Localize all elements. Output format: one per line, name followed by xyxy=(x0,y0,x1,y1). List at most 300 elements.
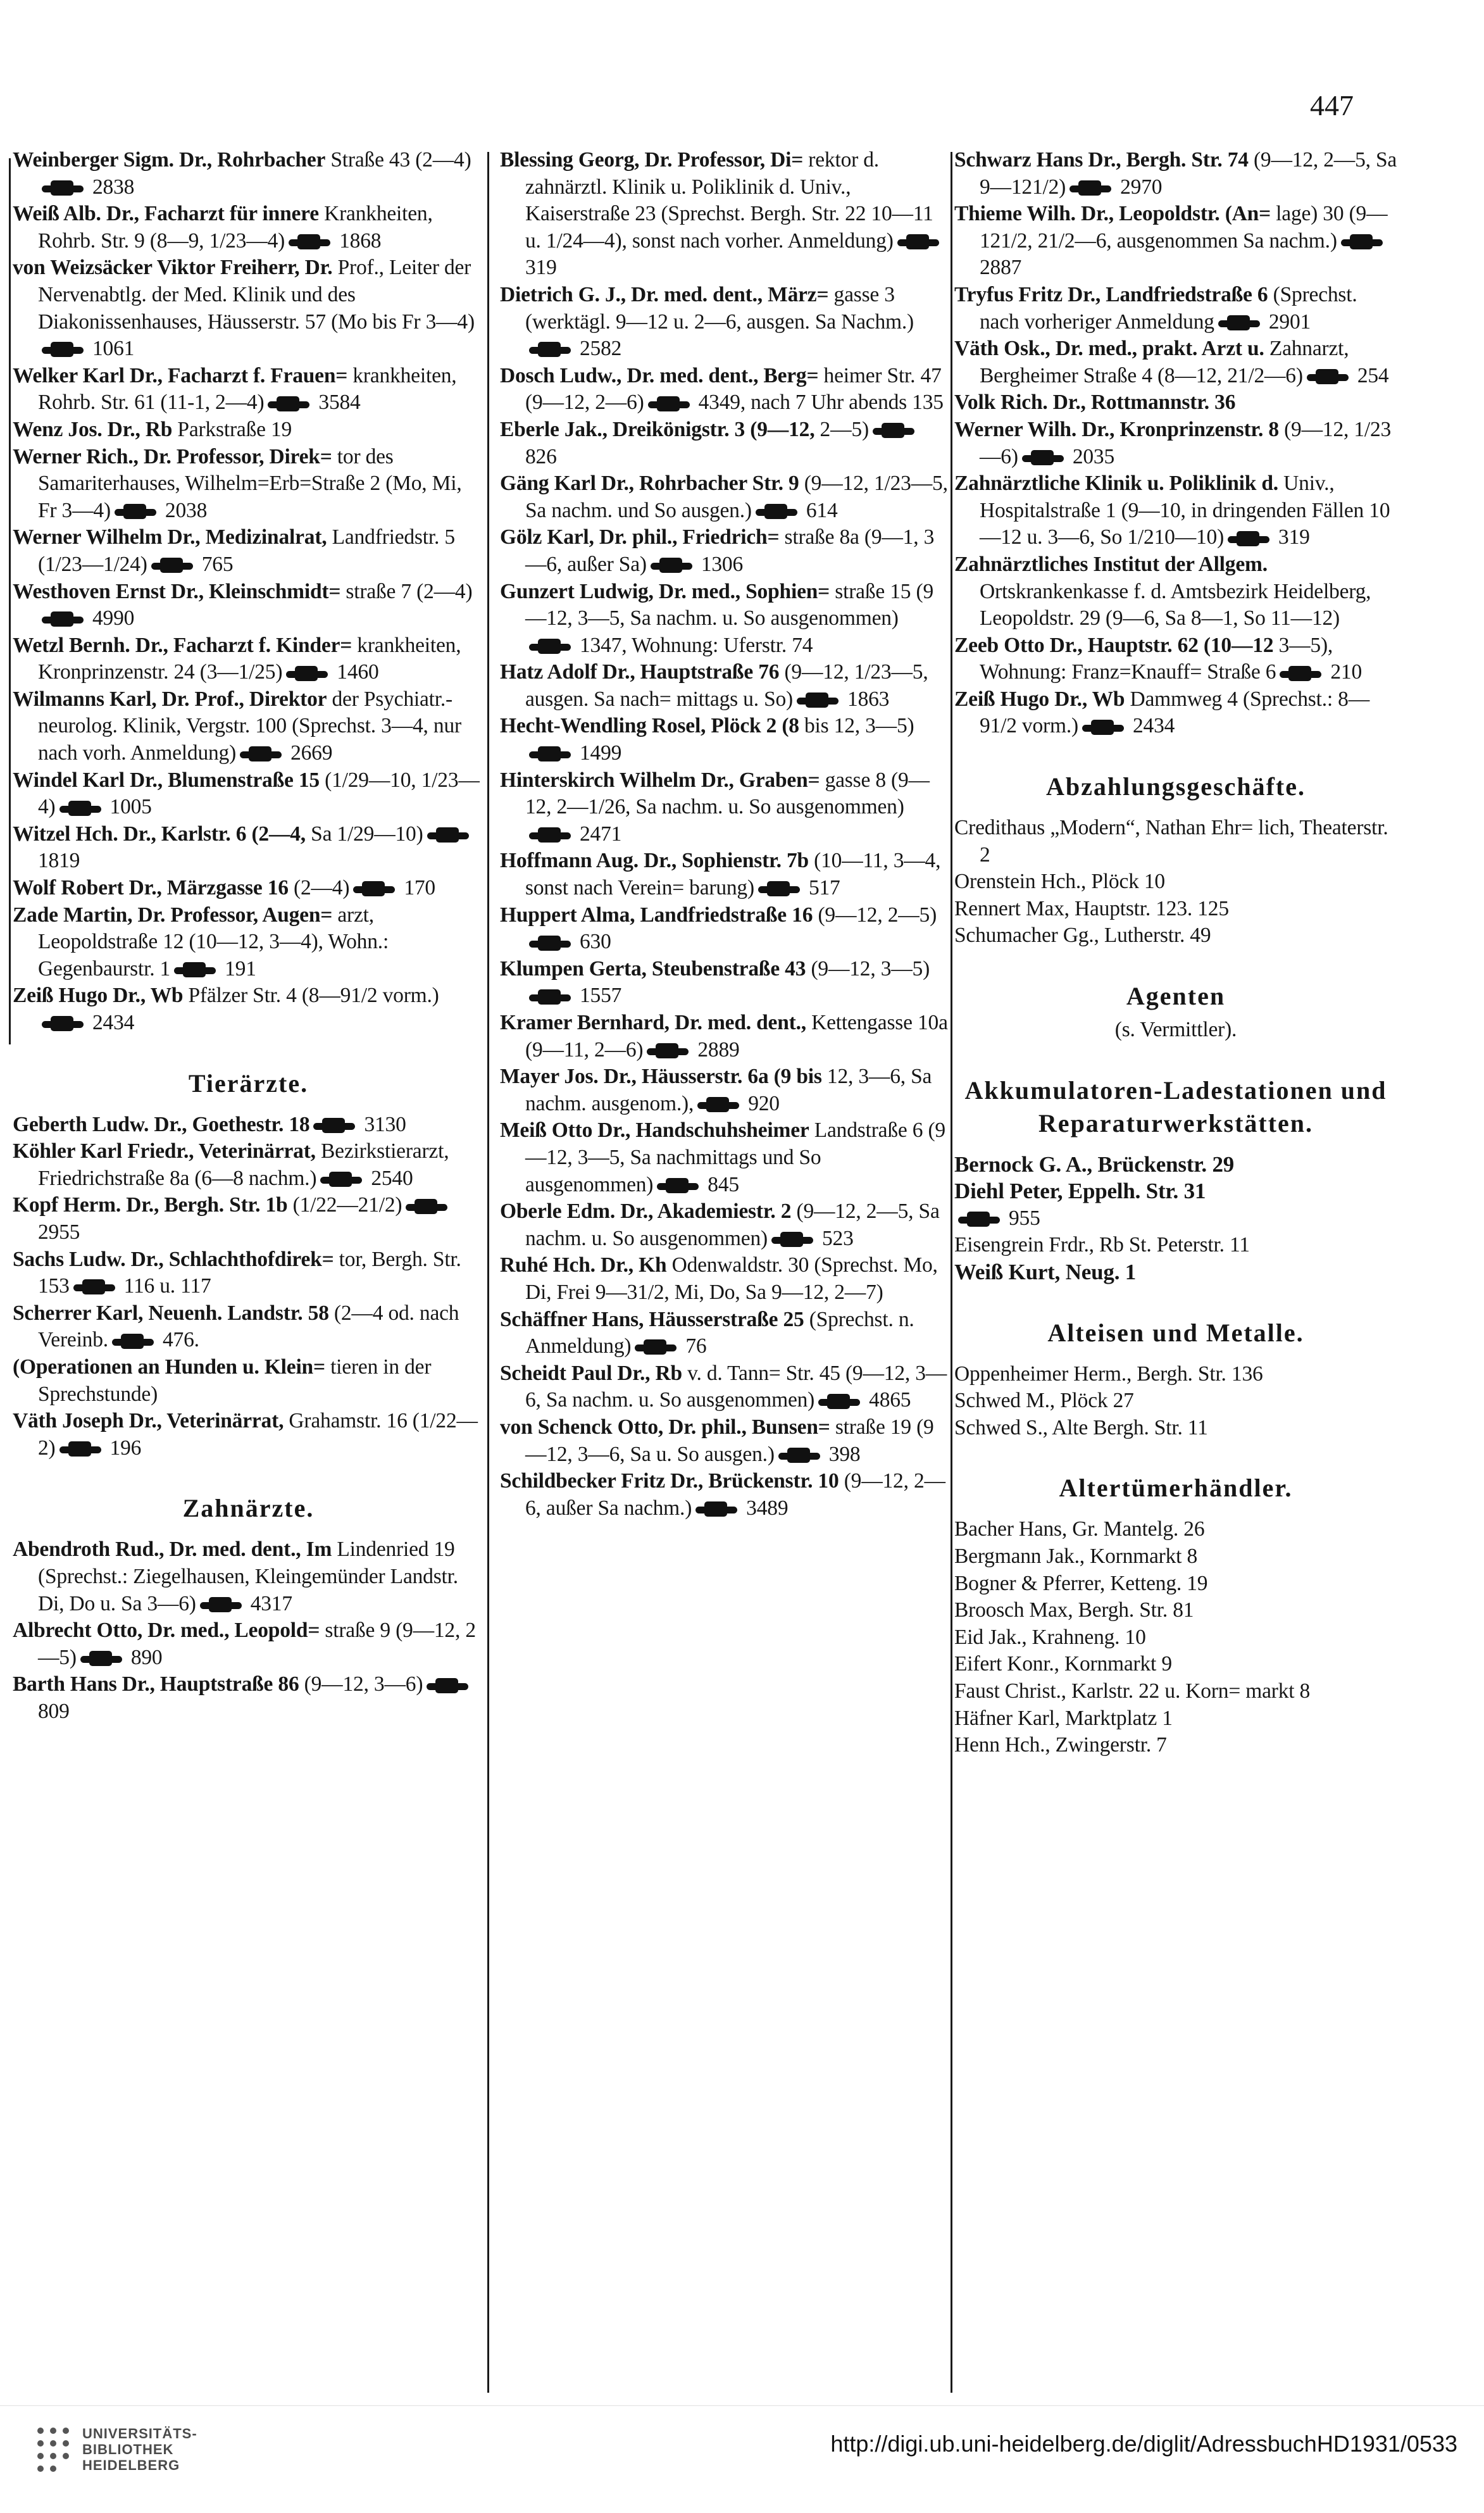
telephone-icon xyxy=(151,559,198,573)
entry-name: Westhoven Ernst Dr., Kleinschmidt= xyxy=(13,579,341,603)
telephone-icon xyxy=(651,559,697,573)
entry-details: Prof., Leiter der Nervenabtlg. der Med. Klinik und des Diakonissenhauses, Häusserstr. 57 (Mo bis Fr 3—4) xyxy=(38,256,475,334)
telephone-icon xyxy=(313,1119,360,1133)
heading-antique-dealers: Altertümerhändler. xyxy=(1059,1474,1293,1503)
entry-details: (2—4 od. nach Vereinb. xyxy=(38,1301,459,1352)
list-entry xyxy=(13,1300,484,1354)
telephone-icon xyxy=(529,937,576,951)
logo-line: UNIVERSITÄTS- xyxy=(82,2426,197,2441)
telephone-number: 630 xyxy=(580,930,611,954)
list-item xyxy=(954,1205,1397,1232)
list-entry xyxy=(500,659,949,713)
entry-details: lage) 30 (9—121/2, 21/2—6, ausgenommen Sa nachm.) xyxy=(980,202,1388,253)
entry-name: Weiß Alb. Dr., Facharzt für innere xyxy=(13,202,319,226)
entry-details: (9—12, 1/23—5, Sa nachm. und So ausgen.) xyxy=(525,472,948,522)
telephone-icon xyxy=(648,398,695,411)
entry-name: Hecht-Wendling Rosel, Plöck 2 (8 xyxy=(500,714,799,738)
telephone-number: 517 xyxy=(808,876,840,900)
list-item: Broosch Max, Bergh. Str. 81 xyxy=(954,1598,1194,1622)
entry-name: Huppert Alma, Landfriedstraße 16 xyxy=(500,903,813,927)
list-entry xyxy=(500,713,949,767)
antique-dealer-list xyxy=(954,1516,1397,1758)
entry-name: Gäng Karl Dr., Rohrbacher Str. 9 xyxy=(500,472,799,496)
entry-name: Gunzert Ludwig, Dr. med., Sophien= xyxy=(500,579,830,603)
library-logo-text xyxy=(82,2426,197,2473)
entry-details: (2—4) xyxy=(288,876,350,900)
telephone-number: 2434 xyxy=(92,1011,135,1034)
list-entry xyxy=(500,363,949,417)
telephone-icon xyxy=(818,1395,865,1409)
entry-details: (Sprechst. nach vorheriger Anmeldung xyxy=(980,282,1357,334)
dentist-list-middle xyxy=(500,147,949,1522)
telephone-number: 116 u. 117 xyxy=(123,1274,211,1298)
telephone-number: 2471 xyxy=(580,822,622,846)
entry-details: straße 19 (9—12, 3—6, Sa u. So ausgen.) xyxy=(525,1415,934,1466)
list-entry xyxy=(954,470,1397,551)
entry-details: Lindenried 19 (Sprechst.: Ziegelhausen, Kleingemünder Landstr. Di, Do u. Sa 3—6) xyxy=(38,1538,458,1615)
logo-line: HEIDELBERG xyxy=(82,2457,180,2473)
entry-details: krankheiten, Rohrb. Str. 61 (11-1, 2—4) xyxy=(38,363,457,415)
battery-station-list xyxy=(954,1151,1397,1286)
telephone-number: 826 xyxy=(525,444,557,468)
list-entry xyxy=(13,1354,484,1408)
entry-details: arzt, Leopoldstraße 12 (10—12, 3—4), Wohn.: Gegenbaurstr. 1 xyxy=(38,903,389,981)
list-item: Rennert Max, Hauptstr. 123. 125 xyxy=(954,896,1229,920)
telephone-icon xyxy=(80,1652,127,1666)
entry-name: Kopf Herm. Dr., Bergh. Str. 1b xyxy=(13,1193,288,1217)
list-entry xyxy=(13,821,484,875)
entry-name: (Operationen an Hunden u. Klein= xyxy=(13,1355,325,1379)
page-number: 447 xyxy=(1310,89,1354,122)
entry-name: Schwarz Hans Dr., Bergh. Str. 74 xyxy=(954,148,1249,172)
telephone-number: 3489 xyxy=(746,1496,789,1520)
entry-name: Wetzl Bernh. Dr., Facharzt f. Kinder= xyxy=(13,633,352,657)
telephone-number: 765 xyxy=(201,552,234,576)
entry-details: (10—11, 3—4, sonst nach Verein= barung) xyxy=(525,849,941,900)
entry-details: heimer Str. 47 (9—12, 2—6) xyxy=(525,363,942,415)
heading-battery-stations: Akkumulatoren-Ladestationen und Reparaturwerkstätten. xyxy=(964,1075,1387,1137)
list-entry xyxy=(500,417,949,470)
entry-name: Thieme Wilh. Dr., Leopoldstr. (An= xyxy=(954,202,1271,226)
source-url-link[interactable]: http://digi.ub.uni-heidelberg.de/diglit/AdressbuchHD1931/0533 xyxy=(830,2431,1457,2457)
list-entry xyxy=(500,902,949,956)
list-item: Eisengrein Frdr., Rb St. Peterstr. 11 xyxy=(954,1233,1250,1257)
telephone-icon xyxy=(695,1503,742,1517)
entry-details: (1/29—10, 1/23—4) xyxy=(38,768,480,819)
list-entry xyxy=(954,282,1397,335)
entry-name: Zeiß Hugo Dr., Wb xyxy=(954,687,1125,711)
entry-details: straße 7 (2—4) xyxy=(340,579,473,603)
telephone-icon xyxy=(778,1449,825,1463)
telephone-number: 1306 xyxy=(701,552,744,576)
telephone-icon xyxy=(657,1179,704,1193)
entry-name: Welker Karl Dr., Facharzt f. Frauen= xyxy=(13,363,348,387)
telephone-number: 3130 xyxy=(364,1112,406,1136)
telephone-icon xyxy=(1341,235,1388,249)
telephone-number: 2889 xyxy=(697,1037,740,1062)
list-item: Häfner Karl, Marktplatz 1 xyxy=(954,1706,1173,1730)
telephone-icon xyxy=(1228,532,1275,546)
telephone-number: 1819 xyxy=(38,849,80,873)
entry-name: Köhler Karl Friedr., Veterinärrat, xyxy=(13,1139,316,1163)
list-item: Schwed M., Plöck 27 xyxy=(954,1389,1134,1413)
telephone-number: 196 xyxy=(109,1436,142,1460)
list-entry xyxy=(500,470,949,524)
entry-details: (9—12, 3—5) xyxy=(806,956,930,981)
list-entry xyxy=(500,282,949,363)
telephone-icon xyxy=(42,613,89,627)
entry-name: Zeiß Hugo Dr., Wb xyxy=(13,984,184,1008)
list-item: Schumacher Gg., Lutherstr. 49 xyxy=(954,924,1211,948)
telephone-number: 2838 xyxy=(92,175,135,199)
list-entry xyxy=(13,1408,484,1462)
heading-dentists: Zahnärzte. xyxy=(182,1494,315,1523)
telephone-icon xyxy=(427,829,474,843)
telephone-icon xyxy=(406,1200,452,1214)
entry-name: Witzel Hch. Dr., Karlstr. 6 (2—4, xyxy=(13,822,306,846)
telephone-number: 523 xyxy=(821,1226,854,1250)
telephone-number: 1868 xyxy=(339,229,382,253)
telephone-number: 2038 xyxy=(165,498,208,522)
list-entry xyxy=(954,389,1397,417)
telephone-icon xyxy=(529,748,576,761)
telephone-icon xyxy=(268,398,315,411)
list-entry xyxy=(13,201,484,254)
telephone-icon xyxy=(174,963,221,977)
entry-details: Odenwaldstr. 30 (Sprechst. Mo, Di, Frei 9—31/2, Mi, Do, Sa 9—12, 2—7) xyxy=(525,1253,938,1304)
scrap-metal-list xyxy=(954,1361,1397,1442)
telephone-icon xyxy=(320,1173,367,1187)
list-entry xyxy=(500,579,949,660)
entry-details: Univ., Hospitalstraße 1 (9—10, in dringenden Fällen 10—12 u. 3—6, So 1/210—10) xyxy=(980,472,1390,549)
entry-name: Dietrich G. J., Dr. med. dent., März= xyxy=(500,282,829,306)
list-entry xyxy=(500,956,949,1010)
telephone-number: 476. xyxy=(162,1328,199,1352)
telephone-icon xyxy=(697,1098,744,1112)
telephone-icon xyxy=(289,235,335,249)
list-entry xyxy=(500,1414,949,1468)
list-entry xyxy=(954,686,1397,740)
list-entry xyxy=(13,982,484,1036)
entry-details: Zahnarzt, Bergheimer Straße 4 (8—12, 21/2—6) xyxy=(980,337,1349,387)
entry-name: Gölz Karl, Dr. phil., Friedrich= xyxy=(500,525,780,549)
telephone-number: 4317 xyxy=(250,1591,292,1615)
heading-agents: Agenten xyxy=(1126,982,1226,1011)
entry-details: Grahamstr. 16 (1/22—2) xyxy=(38,1409,478,1460)
list-entry xyxy=(500,1252,949,1306)
list-item xyxy=(954,1178,1397,1205)
column-rule-1 xyxy=(487,152,489,2393)
agents-reference: (s. Vermittler). xyxy=(1114,1018,1237,1042)
telephone-number: 1863 xyxy=(847,687,890,711)
list-item: Credithaus „Modern“, Nathan Ehr= lich, Theaterstr. 2 xyxy=(954,816,1388,867)
entry-name: Wenz Jos. Dr., Rb xyxy=(13,417,173,441)
entry-name: Sachs Ludw. Dr., Schlachthofdirek= xyxy=(13,1247,334,1271)
footer xyxy=(0,2405,1484,2513)
telephone-icon xyxy=(529,991,576,1005)
entry-name: Meiß Otto Dr., Handschuhsheimer xyxy=(500,1119,809,1143)
list-entry xyxy=(13,632,484,686)
list-entry xyxy=(13,254,484,362)
list-item: Oppenheimer Herm., Bergh. Str. 136 xyxy=(954,1362,1263,1386)
entry-name: Weinberger Sigm. Dr., Rohrbacher xyxy=(13,148,326,172)
vet-list xyxy=(13,1112,484,1462)
entry-details: Parkstraße 19 xyxy=(172,417,292,441)
telephone-number: 1499 xyxy=(580,741,622,765)
entry-details: straße 8a (9—1, 3—6, außer Sa) xyxy=(525,525,935,576)
telephone-icon xyxy=(797,694,844,708)
telephone-number: 76 xyxy=(685,1334,707,1358)
entry-details: Landstraße 6 (9—12, 3—5, Sa nachmittags und So ausgenommen) xyxy=(525,1119,945,1196)
telephone-number: 4865 xyxy=(869,1388,911,1412)
entry-details: gasse 3 (werktägl. 9—12 u. 2—6, ausgen. Sa Nachm.) xyxy=(525,282,914,334)
telephone-icon xyxy=(286,667,333,681)
entry-name: Geberth Ludw. Dr., Goethestr. 18 xyxy=(13,1112,310,1136)
list-item: Orenstein Hch., Plöck 10 xyxy=(954,870,1165,894)
telephone-number: 2540 xyxy=(371,1166,413,1190)
list-entry xyxy=(500,1117,949,1198)
telephone-number: 614 xyxy=(806,498,838,522)
telephone-number: 210 xyxy=(1330,660,1362,684)
list-item: Bacher Hans, Gr. Mantelg. 26 xyxy=(954,1517,1205,1541)
telephone-icon xyxy=(529,343,576,357)
telephone-number: 2970 xyxy=(1120,175,1163,199)
telephone-icon xyxy=(1069,182,1116,196)
list-entry xyxy=(954,551,1397,632)
doctor-list-left xyxy=(13,147,484,1037)
list-entry xyxy=(500,524,949,578)
entry-name: Kramer Bernhard, Dr. med. dent., xyxy=(500,1011,806,1034)
dentist-list-right xyxy=(954,147,1397,740)
entry-name: Oberle Edm. Dr., Akademiestr. 2 xyxy=(500,1200,792,1224)
entry-name: Wilmanns Karl, Dr. Prof., Direktor xyxy=(13,687,327,711)
telephone-number: 920 xyxy=(748,1091,780,1115)
telephone-number: 1557 xyxy=(580,984,622,1008)
entry-name: Dosch Ludw., Dr. med. dent., Berg= xyxy=(500,363,819,387)
middle-column xyxy=(500,147,949,1522)
entry-details: (9—12, 1/23—6) xyxy=(980,417,1392,468)
telephone-icon xyxy=(756,505,802,519)
dentist-list-left xyxy=(13,1536,484,1725)
entry-name: Wolf Robert Dr., Märzgasse 16 xyxy=(13,876,289,900)
list-entry xyxy=(500,1307,949,1360)
telephone-number: 2434 xyxy=(1132,714,1175,738)
entry-name: von Weizsäcker Viktor Freiherr, Dr. xyxy=(13,256,333,280)
entry-details: bis 12, 3—5) xyxy=(799,714,914,738)
entry-name: Zahnärztliche Klinik u. Poliklinik d. xyxy=(954,472,1278,496)
entry-name: Scheidt Paul Dr., Rb xyxy=(500,1361,682,1385)
entry-details: (9—12, 2—5, Sa 9—121/2) xyxy=(980,148,1397,199)
list-entry xyxy=(13,1112,484,1139)
telephone-icon xyxy=(758,882,805,896)
list-item: Weiß Kurt, Neug. 1 xyxy=(954,1260,1137,1284)
entry-details: 3—5), Wohnung: Franz=Knauff= Straße 6 xyxy=(980,633,1333,684)
list-entry xyxy=(500,1468,949,1522)
list-item: Eifert Konr., Kornmarkt 9 xyxy=(954,1652,1172,1676)
list-entry xyxy=(954,632,1397,686)
entry-details: straße 15 (9—12, 3—5, Sa nachm. u. So ausgenommen) xyxy=(525,579,933,630)
telephone-icon xyxy=(42,343,89,357)
entry-name: Schäffner Hans, Häusserstraße 25 xyxy=(500,1307,804,1331)
list-entry xyxy=(13,767,484,821)
telephone-number: 319 xyxy=(1278,525,1310,549)
entry-details: (9—12, 2—5, Sa nachm. u. So ausgenommen) xyxy=(525,1200,940,1250)
telephone-number: 2035 xyxy=(1072,444,1115,468)
entry-details: (9—12, 2—5) xyxy=(813,903,937,927)
entry-details: der Psychiatr.-neurolog. Klinik, Vergstr. 100 (Sprechst. 3—4, nur nach vorh. Anmeldung) xyxy=(38,687,461,765)
telephone-icon xyxy=(240,748,287,761)
entry-details: Dammweg 4 (Sprechst.: 8—91/2 vorm.) xyxy=(980,687,1370,738)
telephone-icon xyxy=(59,1443,106,1457)
telephone-number: 2582 xyxy=(580,337,622,361)
telephone-number: 170 xyxy=(404,876,435,900)
entry-details: (1/22—21/2) xyxy=(287,1193,402,1217)
list-item: Eid Jak., Krahneng. 10 xyxy=(954,1625,1146,1649)
library-logo-icon xyxy=(34,2424,72,2481)
entry-name: Mayer Jos. Dr., Häusserstr. 6a (9 bis xyxy=(500,1065,822,1089)
entry-details: rektor d. zahnärztl. Klinik u. Poliklinik d. Univ., Kaiserstraße 23 (Sprechst. Bergh. Str. 22 10—11 u. 1/24—4), sonst nach vorher. Anmeldung) xyxy=(525,148,933,253)
telephone-number: 4349, nach 7 Uhr abends 135 xyxy=(698,391,944,415)
list-item: Bernock G. A., Brückenstr. 29 xyxy=(954,1151,1235,1177)
entry-name: Hinterskirch Wilhelm Dr., Graben= xyxy=(500,768,820,792)
entry-details: v. d. Tann= Str. 45 (9—12, 3—6, Sa nachm. u. So ausgenommen) xyxy=(525,1361,947,1412)
entry-name: Windel Karl Dr., Blumenstraße 15 xyxy=(13,768,320,792)
entry-details: Ortskrankenkasse f. d. Amtsbezirk Heidelberg, Leopoldstr. 29 (9—6, Sa 8—1, So 11—12) xyxy=(980,579,1371,630)
telephone-icon xyxy=(1218,316,1265,330)
telephone-number: 1061 xyxy=(92,337,135,361)
list-entry xyxy=(954,417,1397,470)
telephone-icon xyxy=(1307,370,1354,384)
entry-details: Straße 43 (2—4) xyxy=(325,148,471,172)
telephone-icon xyxy=(1022,451,1069,465)
entry-details: (9—12, 1/23—5, ausgen. Sa nach= mittags u. So) xyxy=(525,660,928,711)
entry-details: Landfriedstr. 5 (1/23—1/24) xyxy=(38,525,455,576)
telephone-number: 398 xyxy=(828,1442,861,1466)
entry-details: (9—12, 2—6, außer Sa nachm.) xyxy=(525,1469,945,1520)
entry-name: Väth Osk., Dr. med., prakt. Arzt u. xyxy=(954,337,1264,361)
list-entry xyxy=(500,1010,949,1063)
entry-name: Abendroth Rud., Dr. med. dent., Im xyxy=(13,1538,332,1562)
telephone-icon xyxy=(73,1281,120,1294)
list-item: Schwed S., Alte Bergh. Str. 11 xyxy=(954,1415,1208,1439)
telephone-icon xyxy=(635,1341,682,1355)
entry-name: Zahnärztliches Institut der Allgem. xyxy=(954,552,1268,576)
entry-details: tieren in der Sprechstunde) xyxy=(38,1355,432,1406)
entry-name: Schildbecker Fritz Dr., Brückenstr. 10 xyxy=(500,1469,839,1493)
telephone-number: 319 xyxy=(525,256,557,280)
list-entry xyxy=(500,147,949,282)
list-item-text: Diehl Peter, Eppelh. Str. 31 xyxy=(954,1179,1206,1204)
entry-details: Kettengasse 10a (9—11, 2—6) xyxy=(525,1011,948,1062)
list-entry xyxy=(13,1246,484,1300)
list-entry xyxy=(954,147,1397,201)
entry-name: Werner Rich., Dr. Professor, Direk= xyxy=(13,444,332,468)
entry-name: Zade Martin, Dr. Professor, Augen= xyxy=(13,903,333,927)
list-entry xyxy=(13,902,484,983)
telephone-icon xyxy=(529,640,576,654)
telephone-icon xyxy=(529,829,576,843)
entry-details: straße 9 (9—12, 2—5) xyxy=(38,1619,476,1669)
telephone-number: 955 xyxy=(1009,1206,1040,1230)
list-item: Bergmann Jak., Kornmarkt 8 xyxy=(954,1544,1198,1568)
list-entry xyxy=(13,1617,484,1671)
telephone-number: 1005 xyxy=(109,795,152,819)
list-entry xyxy=(500,1360,949,1414)
telephone-icon xyxy=(958,1213,1005,1227)
entry-name: Blessing Georg, Dr. Professor, Di= xyxy=(500,148,804,172)
entry-details: Krankheiten, Rohrb. Str. 9 (8—9, 1/23—4) xyxy=(38,202,433,253)
list-entry xyxy=(13,1536,484,1617)
list-entry xyxy=(13,363,484,417)
list-entry xyxy=(13,444,484,525)
telephone-icon xyxy=(59,802,106,816)
list-item: Faust Christ., Karlstr. 22 u. Korn= markt 8 xyxy=(954,1679,1311,1703)
entry-name: von Schenck Otto, Dr. phil., Bunsen= xyxy=(500,1415,830,1439)
entry-details: krankheiten, Kronprinzenstr. 24 (3—1/25) xyxy=(38,633,461,684)
entry-name: Volk Rich. Dr., Rottmannstr. 36 xyxy=(954,391,1236,415)
entry-name: Väth Joseph Dr., Veterinärrat, xyxy=(13,1409,284,1433)
telephone-icon xyxy=(112,1335,159,1349)
telephone-number: 1460 xyxy=(337,660,379,684)
list-entry xyxy=(500,1063,949,1117)
telephone-number: 890 xyxy=(130,1645,163,1669)
list-entry xyxy=(13,686,484,767)
entry-details: (Sprechst. n. Anmeldung) xyxy=(525,1307,914,1358)
telephone-number: 2669 xyxy=(290,741,333,765)
telephone-number: 845 xyxy=(708,1172,739,1196)
entry-name: Hoffmann Aug. Dr., Sophienstr. 7b xyxy=(500,849,809,873)
telephone-number: 809 xyxy=(38,1699,70,1723)
telephone-icon xyxy=(1280,667,1326,681)
list-item: Henn Hch., Zwingerstr. 7 xyxy=(954,1733,1167,1757)
entry-details: Sa 1/29—10) xyxy=(305,822,423,846)
list-entry xyxy=(13,147,484,201)
telephone-number: 191 xyxy=(225,956,256,981)
telephone-number: 4990 xyxy=(92,606,135,630)
list-entry xyxy=(13,417,484,444)
telephone-number: 2901 xyxy=(1268,310,1311,334)
heading-vets: Tierärzte. xyxy=(188,1068,309,1098)
list-item: Bogner & Pferrer, Ketteng. 19 xyxy=(954,1571,1208,1595)
list-entry xyxy=(13,524,484,578)
entry-name: Eberle Jak., Dreikönigstr. 3 (9—12, xyxy=(500,417,815,441)
left-margin-rule xyxy=(9,158,11,1044)
column-rule-2 xyxy=(951,152,952,2393)
right-column xyxy=(954,147,1397,1759)
entry-name: Hatz Adolf Dr., Hauptstraße 76 xyxy=(500,660,780,684)
list-entry xyxy=(13,1192,484,1246)
entry-details: tor des Samariterhauses, Wilhelm=Erb=Straße 2 (Mo, Mi, Fr 3—4) xyxy=(38,444,462,522)
list-entry xyxy=(954,201,1397,282)
list-entry xyxy=(13,1138,484,1192)
entry-name: Scherrer Karl, Neuenh. Landstr. 58 xyxy=(13,1301,329,1325)
telephone-icon xyxy=(647,1044,694,1058)
entry-details: gasse 8 (9—12, 2—1/26, Sa nachm. u. So ausgenommen) xyxy=(525,768,930,819)
entry-name: Barth Hans Dr., Hauptstraße 86 xyxy=(13,1672,299,1696)
entry-details: Bezirkstierarzt, Friedrichstraße 8a (6—8 nachm.) xyxy=(38,1139,449,1190)
telephone-icon xyxy=(427,1679,473,1693)
telephone-icon xyxy=(200,1598,247,1612)
telephone-number: 2887 xyxy=(980,256,1022,280)
telephone-number: 2955 xyxy=(38,1220,80,1244)
list-entry xyxy=(13,1671,484,1725)
list-entry xyxy=(500,767,949,848)
logo-line: BIBLIOTHEK xyxy=(82,2441,174,2457)
heading-installment-stores: Abzahlungsgeschäfte. xyxy=(1045,772,1306,801)
list-entry xyxy=(13,875,484,902)
telephone-icon xyxy=(353,882,400,896)
entry-details: tor, Bergh. Str. 153 xyxy=(38,1247,461,1298)
